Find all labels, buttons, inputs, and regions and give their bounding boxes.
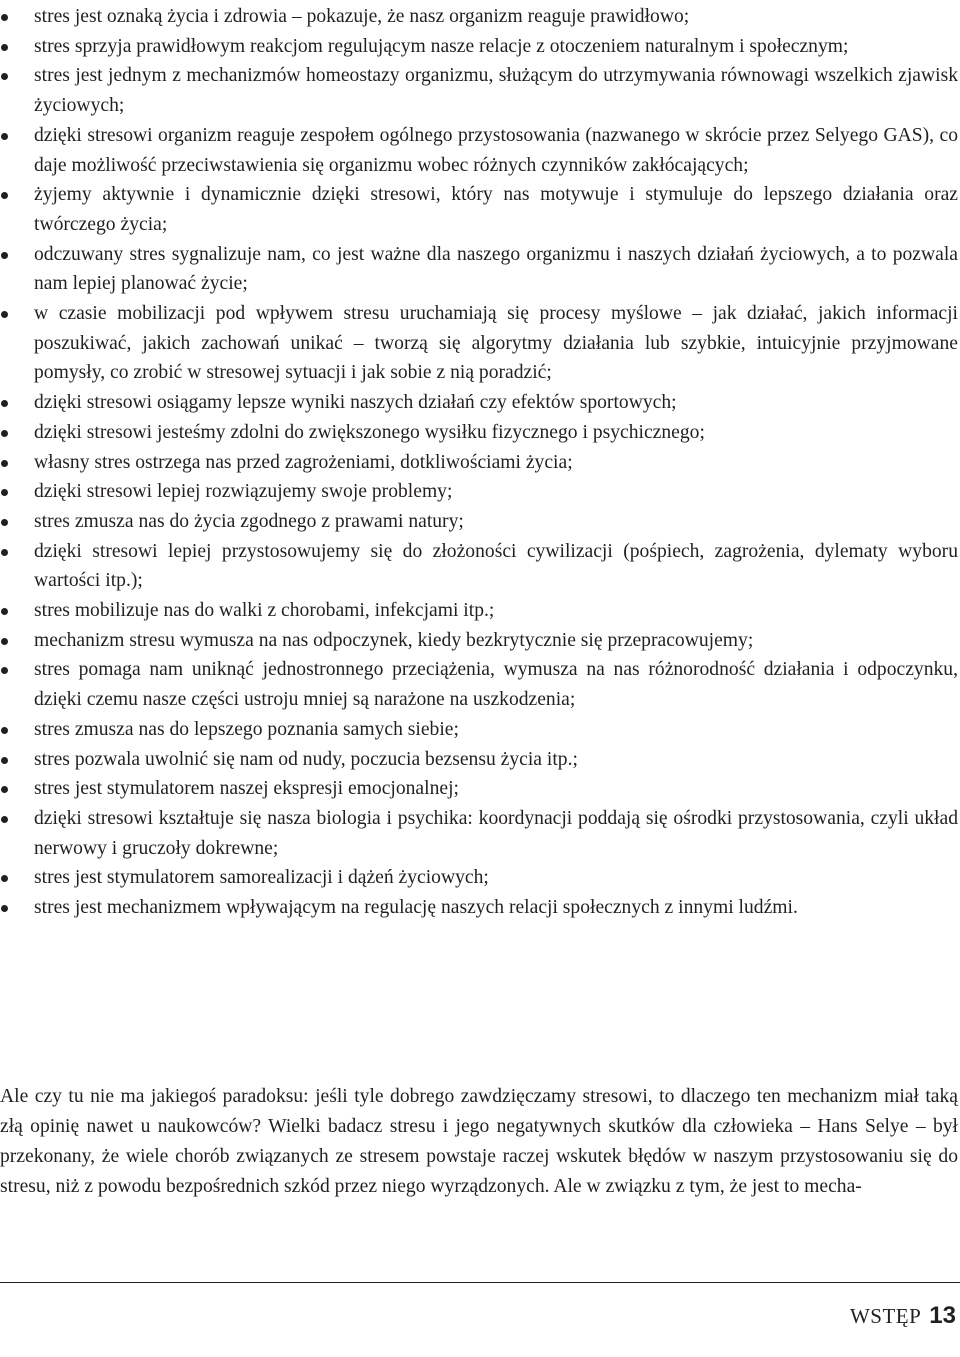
bullet-icon xyxy=(1,460,8,467)
list-item-text: w czasie mobilizacji pod wpływem stresu uruchamiają się procesy myślowe – jak działać, jakich informacji poszukiwać, jakich zachowań unikać – tworzą się algorytmy działania lub szybkie, intuicyjnie przyjmowane pomysły, co zrobić w stresowej sytuacji i jak sobie z nią poradzić; xyxy=(34,303,958,384)
list-item xyxy=(0,477,958,507)
list-item-text: dzięki stresowi jesteśmy zdolni do zwiększonego wysiłku fizycznego i psychicznego; xyxy=(34,421,705,443)
list-item xyxy=(0,240,958,299)
list-item xyxy=(0,655,958,714)
body-paragraph: Ale czy tu nie ma jakiegoś paradoksu: jeśli tyle dobrego zawdzięczamy stresowi, to dlaczego ten mechanizm miał taką złą opinię nawet u naukowców? Wielki badacz stresu i jego negatywnych skutków dla człowieka – Hans Selye – był przekonany, że wiele chorób związanych ze stresem powstaje raczej wskutek błędów w naszym przystosowaniu się do stresu, niż z powodu bezpośrednich szkód przez niego wyrządzonych. Ale w związku z tym, że jest to mecha- xyxy=(0,1086,958,1197)
list-item-text: stres jest jednym z mechanizmów homeostazy organizmu, służącym do utrzymywania równowagi wszelkich zjawisk życiowych; xyxy=(34,65,958,117)
bullet-icon xyxy=(1,757,8,764)
bullet-icon xyxy=(1,133,8,140)
list-item xyxy=(0,626,958,656)
list-item-text: stres sprzyja prawidłowym reakcjom regulującym nasze relacje z otoczeniem naturalnym i społecznym; xyxy=(34,35,849,57)
list-item xyxy=(0,448,958,478)
list-item xyxy=(0,596,958,626)
bullet-icon xyxy=(1,14,8,21)
list-item-text: własny stres ostrzega nas przed zagrożeniami, dotkliwościami życia; xyxy=(34,451,573,473)
list-item xyxy=(0,507,958,537)
list-item-text: stres jest stymulatorem samorealizacji i dążeń życiowych; xyxy=(34,867,489,889)
bullet-icon xyxy=(1,727,8,734)
list-item xyxy=(0,418,958,448)
list-item-text: stres zmusza nas do lepszego poznania samych siebie; xyxy=(34,718,459,740)
list-item-text: dzięki stresowi lepiej przystosowujemy się do złożoności cywilizacji (pośpiech, zagrożenia, dylematy wyboru wartości itp.); xyxy=(34,540,958,592)
footer-divider xyxy=(0,1282,960,1283)
bullet-icon xyxy=(1,430,8,437)
bullet-icon xyxy=(1,608,8,615)
bullet-icon xyxy=(1,875,8,882)
list-item xyxy=(0,61,958,120)
list-item-text: mechanizm stresu wymusza na nas odpoczynek, kiedy bezkrytycznie się przepracowujemy; xyxy=(34,629,754,651)
list-item-text: stres jest mechanizmem wpływającym na regulację naszych relacji społecznych z innymi ludźmi. xyxy=(34,897,798,919)
list-item-text: stres mobilizuje nas do walki z chorobami, infekcjami itp.; xyxy=(34,600,495,622)
list-item xyxy=(0,32,958,62)
bullet-icon xyxy=(1,786,8,793)
page-number: 13 xyxy=(929,1302,956,1329)
list-item-text: dzięki stresowi lepiej rozwiązujemy swoje problemy; xyxy=(34,481,453,503)
list-item xyxy=(0,715,958,745)
section-label: WSTĘP xyxy=(849,1304,922,1328)
list-item xyxy=(0,893,958,923)
list-item xyxy=(0,180,958,239)
list-item-text: żyjemy aktywnie i dynamicznie dzięki stresowi, który nas motywuje i stymuluje do lepszego działania oraz twórczego życia; xyxy=(34,184,958,235)
bullet-icon xyxy=(1,638,8,645)
bullet-icon xyxy=(1,400,8,407)
bullet-icon xyxy=(1,73,8,80)
bullet-icon xyxy=(1,192,8,199)
list-item xyxy=(0,745,958,775)
list-item-text: dzięki stresowi kształtuje się nasza biologia i psychika: koordynacji poddają się ośrodki przystosowania, czyli układ nerwowy i gruczoły dokrewne; xyxy=(34,807,958,859)
list-item-text: dzięki stresowi organizm reaguje zespołem ogólnego przystosowania (nazwanego w skrócie przez Selyego GAS), co daje możliwość przeciwstawienia się organizmu wobec różnych czynników zakłócających; xyxy=(34,124,958,176)
bullet-icon xyxy=(1,252,8,259)
bullet-icon xyxy=(1,519,8,526)
list-item xyxy=(0,774,958,804)
bullet-icon xyxy=(1,44,8,51)
list-item-text: stres jest oznaką życia i zdrowia – pokazuje, że nasz organizm reaguje prawidłowo; xyxy=(34,6,690,27)
list-item xyxy=(0,863,958,893)
list-item-text: stres pomaga nam uniknąć jednostronnego przeciążenia, wymusza na nas różnorodność działania i odpoczynku, dzięki czemu nasze części ustroju mniej są narażone na uszkodzenia; xyxy=(34,659,958,711)
list-item-text: dzięki stresowi osiągamy lepsze wyniki naszych działań czy efektów sportowych; xyxy=(34,392,677,414)
page-footer xyxy=(850,1302,956,1330)
list-item xyxy=(0,121,958,180)
list-item-text: stres jest stymulatorem naszej ekspresji emocjonalnej; xyxy=(34,778,459,800)
list-item-text: stres zmusza nas do życia zgodnego z prawami natury; xyxy=(34,510,464,532)
bullet-list xyxy=(0,2,958,923)
list-item xyxy=(0,299,958,388)
bullet-icon xyxy=(1,816,8,823)
bullet-icon xyxy=(1,667,8,674)
bullet-icon xyxy=(1,311,8,318)
bullet-icon xyxy=(1,489,8,496)
list-item-text: stres pozwala uwolnić się nam od nudy, poczucia bezsensu życia itp.; xyxy=(34,748,578,770)
list-item-text: odczuwany stres sygnalizuje nam, co jest ważne dla naszego organizmu i naszych działań życiowych, a to pozwala nam lepiej planować życie; xyxy=(34,243,958,295)
list-item xyxy=(0,388,958,418)
list-item xyxy=(0,537,958,596)
list-item xyxy=(0,804,958,863)
bullet-icon xyxy=(1,549,8,556)
list-item xyxy=(0,2,958,32)
bullet-icon xyxy=(1,905,8,912)
